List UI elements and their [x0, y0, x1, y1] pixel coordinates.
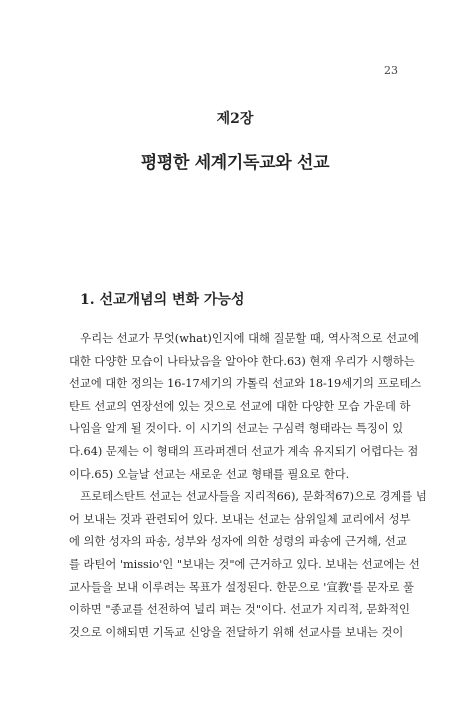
text-line: 를 라틴어 'missio'인 "보내는 것"에 근거하고 있다. 보내는 선교에는 선 [69, 557, 420, 571]
text-line: 어 보내는 것과 관련되어 있다. 보내는 선교는 삼위일체 교리에서 성부 [69, 512, 411, 526]
page-number: 23 [384, 64, 398, 77]
text-line: 다.64) 문제는 이 형태의 프라퍼겐더 선교가 계속 유지되기 어렵다는 점 [69, 444, 419, 458]
text-line: 것으로 이해되면 기독교 신앙을 전달하기 위해 선교사를 보내는 것이 [69, 625, 404, 639]
paragraph-1 [69, 328, 422, 486]
text-line: 나임을 알게 될 것이다. 이 시기의 선교는 구심력 형태라는 특징이 있 [69, 422, 404, 436]
chapter-title: 평평한 세계기독교와 선교 [140, 153, 330, 173]
paragraph-2 [69, 486, 427, 644]
text-line: 우리는 선교가 무엇(what)인지에 대해 질문할 때, 역사적으로 선교에 [69, 332, 419, 345]
text-line: 이하면 "종교를 선전하여 널리 펴는 것"이다. 선교가 지리적, 문화적인 [69, 603, 410, 617]
text-line: 프로테스탄트 선교는 선교사들을 지리적66), 문화적67)으로 경계를 넘 [69, 490, 427, 504]
text-line: 선교에 대한 정의는 16-17세기의 가톨릭 선교와 18-19세기의 프로테스 [69, 377, 422, 391]
text-line: 에 의한 성자의 파송, 성부와 성자에 의한 성령의 파송에 근거해, 선교 [69, 535, 407, 549]
section-heading: 1. 선교개념의 변화 가능성 [80, 292, 245, 308]
body-text [69, 328, 427, 644]
text-line: 탄트 선교의 연장선에 있는 것으로 선교에 대한 다양한 모습 가운데 하 [69, 399, 411, 413]
text-line: 이다.65) 오늘날 선교는 새로운 선교 형태를 필요로 한다. [69, 467, 350, 481]
chapter-label: 제2장 [216, 111, 254, 127]
text-line: 교사들을 보내 이루려는 목표가 설정된다. 한문으로 '宣教'를 문자로 풀 [69, 580, 414, 594]
text-line: 대한 다양한 모습이 나타났음을 알아야 한다.63) 현재 우리가 시행하는 [69, 354, 415, 368]
